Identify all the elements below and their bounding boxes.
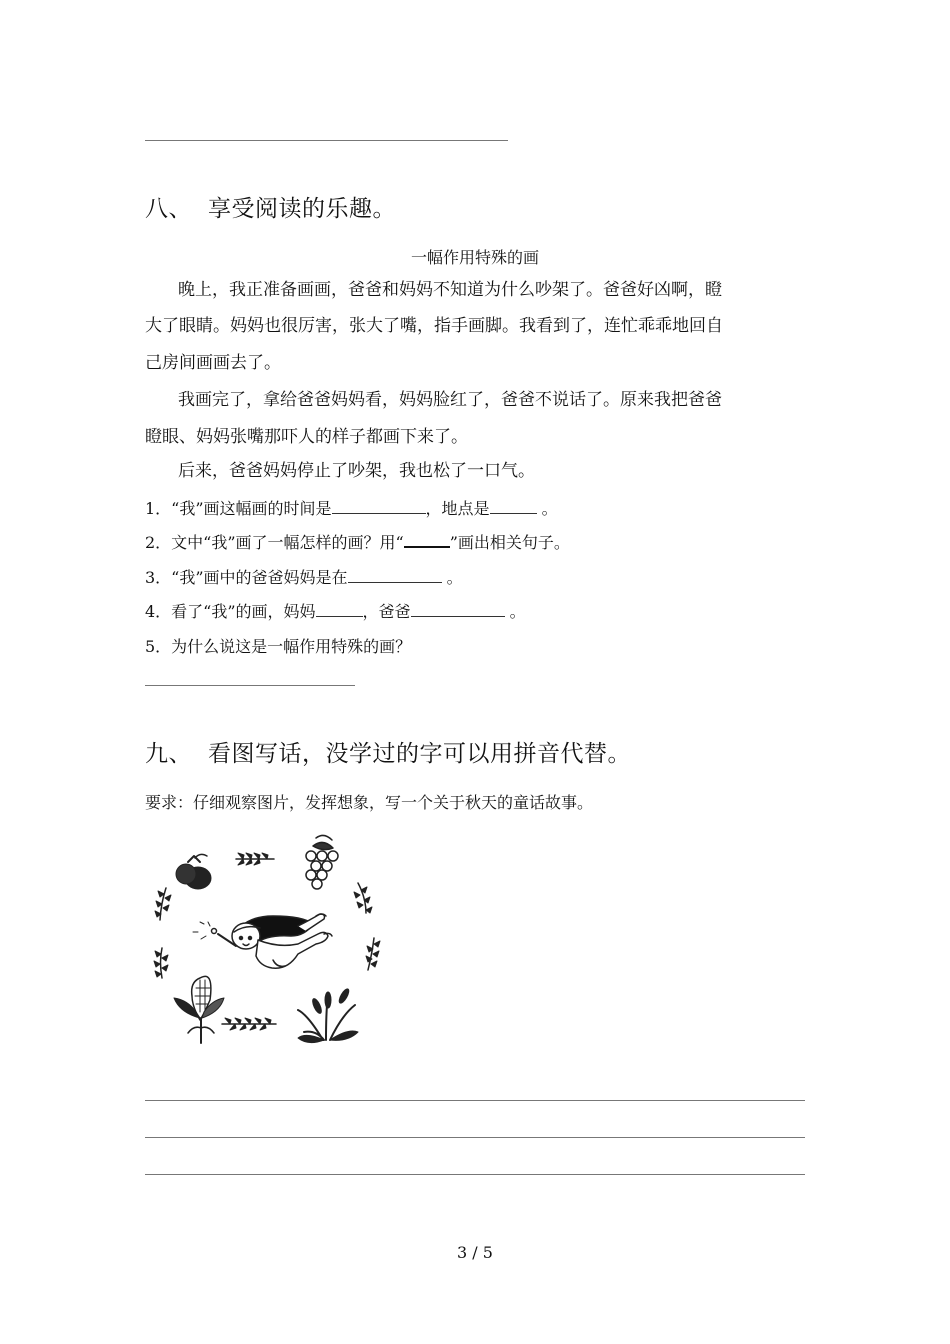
leaf-sprig-icon [154, 948, 168, 978]
leaf-sprig-icon [354, 883, 372, 913]
writing-line[interactable] [145, 1174, 805, 1175]
autumn-fairy-illustration [148, 828, 388, 1056]
paragraph-3-line-1: 后来，爸爸妈妈停止了吵架，我也松了一口气。 [178, 461, 535, 481]
section-8-title: 享受阅读的乐趣。 [208, 196, 396, 222]
writing-requirement: 要求：仔细观察图片，发挥想象，写一个关于秋天的童话故事。 [145, 793, 594, 812]
leaf-sprig-icon [222, 1018, 276, 1030]
answer-blank[interactable] [348, 567, 442, 583]
grapes-icon [306, 835, 338, 889]
leaf-sprig-icon [236, 853, 274, 865]
question-2: 2．文中“我”画了一幅怎样的画？用“ ”画出相关句子。 [145, 533, 570, 552]
persimmon-icon [176, 854, 211, 889]
answer-blank[interactable] [411, 601, 505, 617]
section-8-heading [145, 190, 396, 223]
section-9-heading [145, 735, 631, 768]
section-9-number: 九、 [145, 741, 192, 767]
answer-line [145, 685, 355, 686]
writing-line[interactable] [145, 1100, 805, 1101]
answer-blank[interactable] [490, 498, 537, 514]
answer-blank[interactable] [316, 601, 363, 617]
section-9-title: 看图写话，没学过的字可以用拼音代替。 [208, 741, 631, 767]
answer-line [145, 140, 508, 141]
corn-icon [174, 976, 224, 1043]
paragraph-2-line-2: 瞪眼、妈妈张嘴那吓人的样子都画下来了。 [145, 427, 468, 447]
wheat-grass-icon [298, 988, 358, 1043]
fairy-girl-icon [193, 914, 332, 968]
paragraph-2-line-1: 我画完了，拿给爸爸妈妈看，妈妈脸红了，爸爸不说话了。原来我把爸爸 [178, 390, 722, 410]
writing-line[interactable] [145, 1137, 805, 1138]
paragraph-1-line-3: 己房间画画去了。 [145, 353, 281, 373]
question-3: 3．“我”画中的爸爸妈妈是在 。 [145, 568, 463, 587]
question-1: 1．“我”画这幅画的时间是 ，地点是 。 [145, 499, 558, 518]
page-number: 3 / 5 [457, 1243, 493, 1262]
paragraph-1-line-1: 晚上，我正准备画画，爸爸和妈妈不知道为什么吵架了。爸爸好凶啊，瞪 [178, 280, 722, 300]
question-4: 4．看了“我”的画，妈妈 ，爸爸 。 [145, 602, 526, 621]
section-8-number: 八、 [145, 196, 192, 222]
leaf-sprig-icon [155, 888, 171, 920]
underline-mark [404, 531, 450, 548]
story-title: 一幅作用特殊的画 [410, 248, 539, 267]
question-5: 5．为什么说这是一幅作用特殊的画？ [145, 637, 412, 656]
leaf-sprig-icon [366, 938, 380, 970]
answer-blank[interactable] [332, 498, 426, 514]
paragraph-1-line-2: 大了眼睛。妈妈也很厉害，张大了嘴，指手画脚。我看到了，连忙乖乖地回自 [145, 316, 723, 336]
